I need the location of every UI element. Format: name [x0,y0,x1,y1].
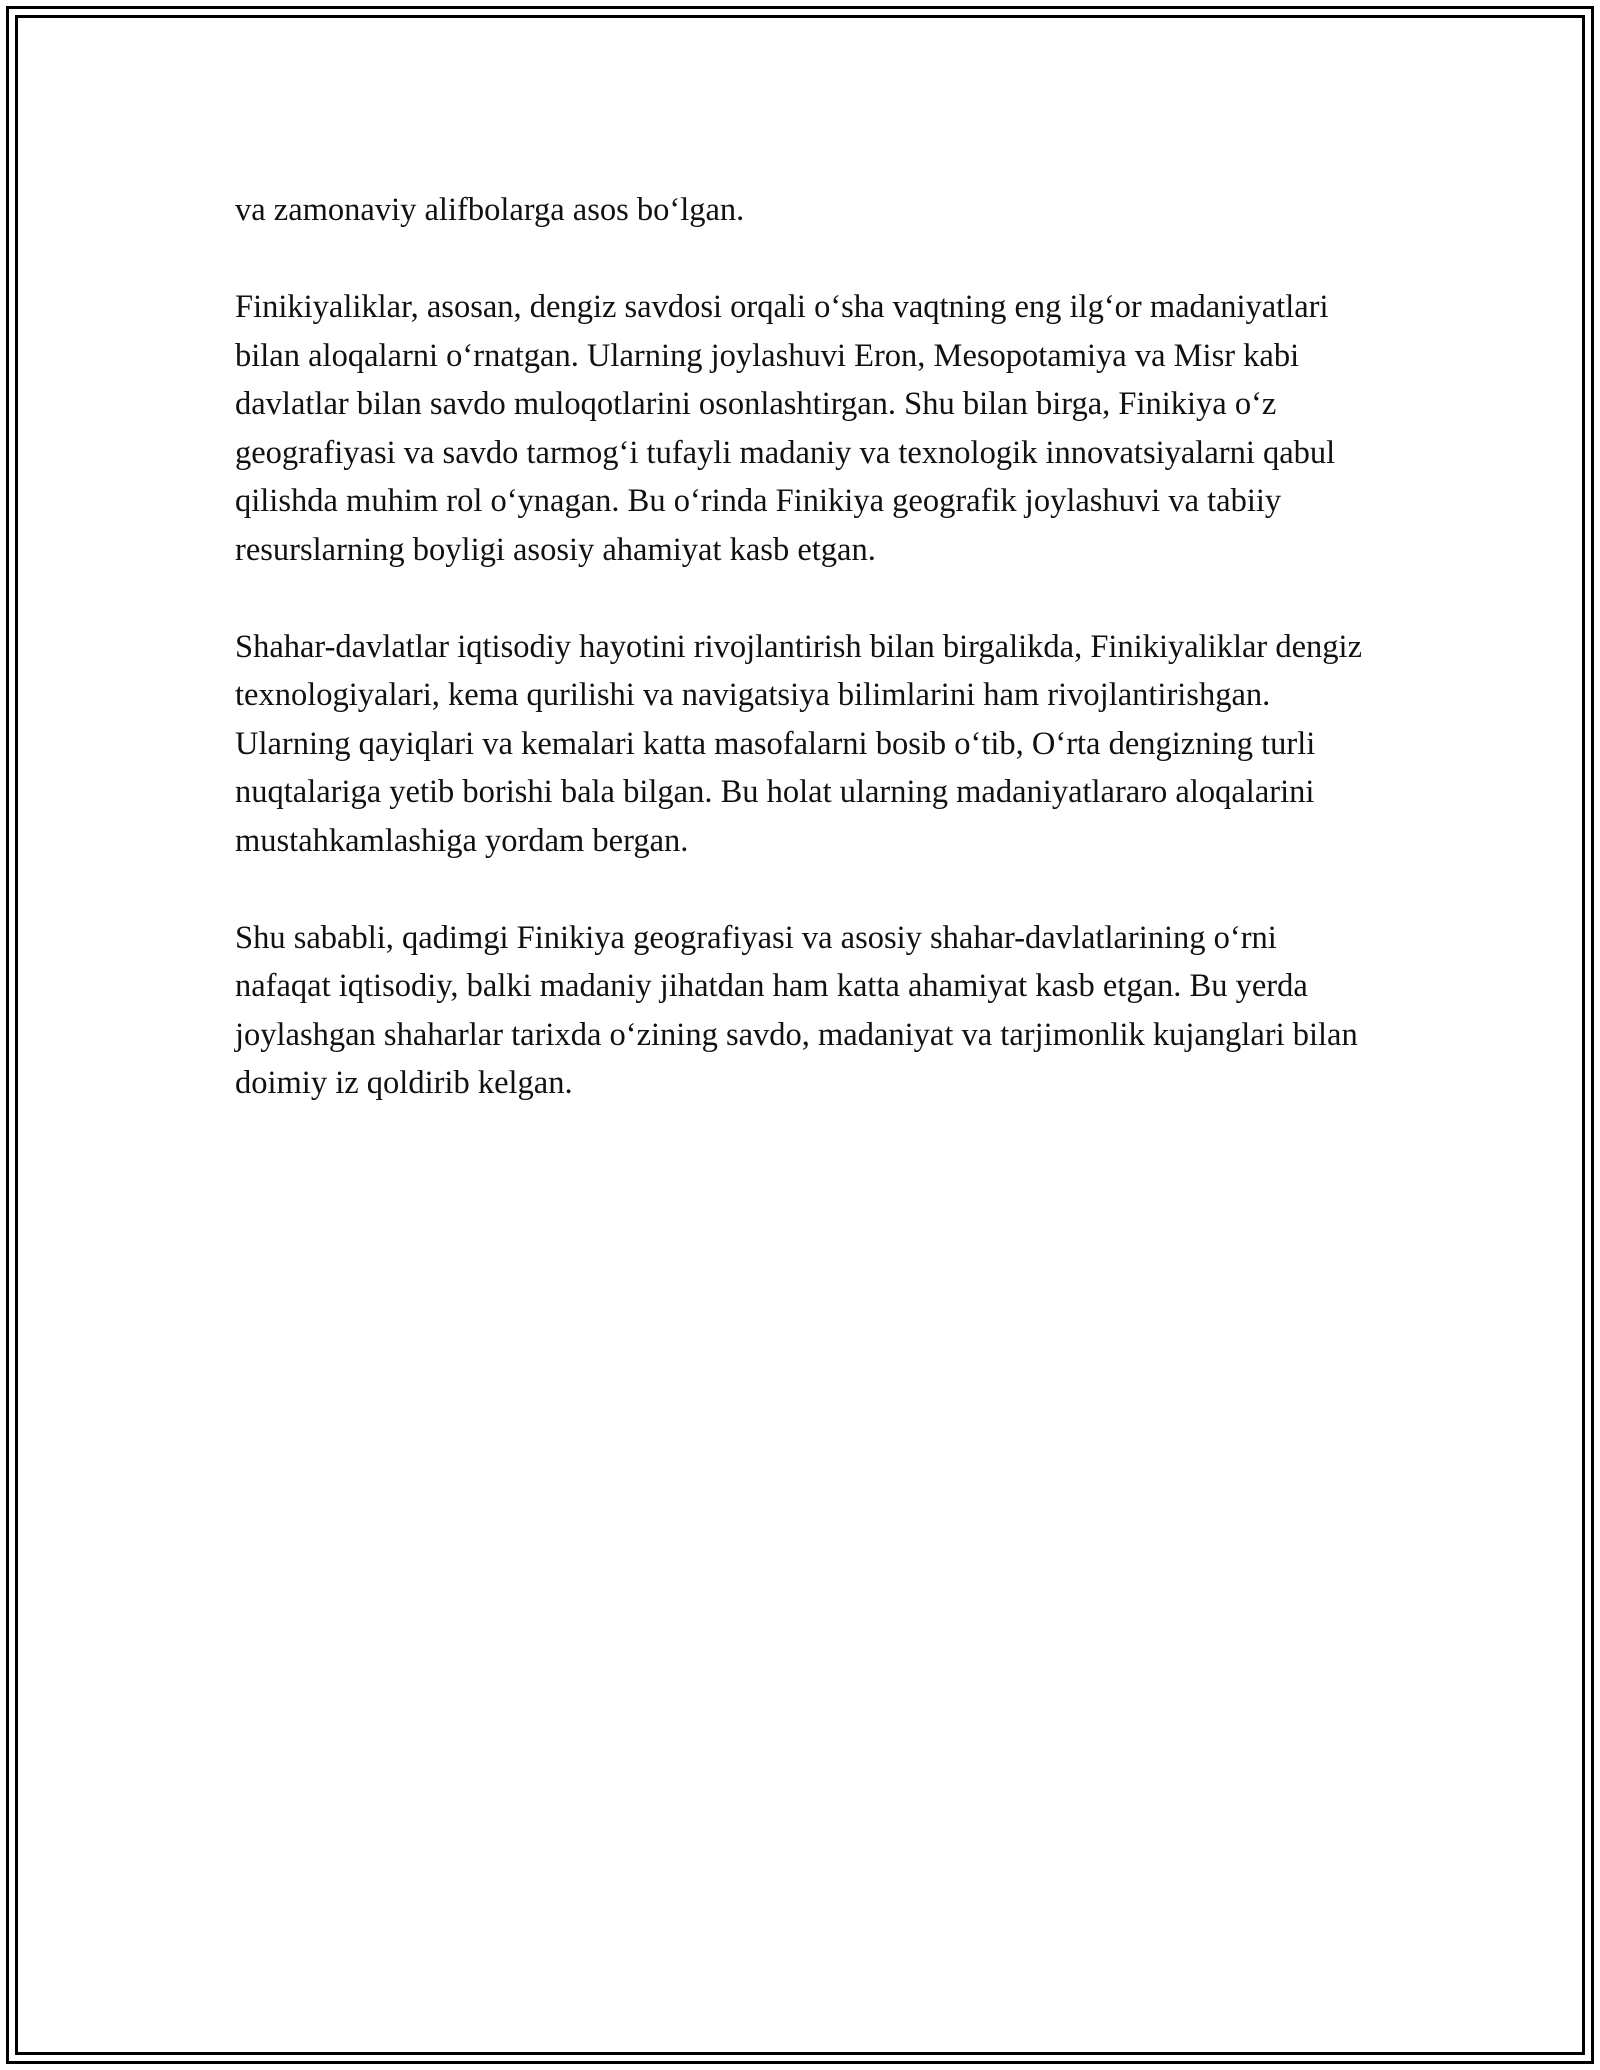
paragraph-3: Shahar-davlatlar iqtisodiy hayotini rivojlantirish bilan birgalikda, Finikiyaliklar dengiz texnologiyalari, kema qurilishi va navigatsiya bilimlarini ham rivojlantirishgan. Ularning qayiqlari va kemalari katta masofalarni bosib o‘tib, O‘rta dengizning turli nuqtalariga yetib borishi bala bilgan. Bu holat ularning madaniyatlararo aloqalarini mustahkamlashiga yordam bergan. [235,628,1362,859]
document-body [235,186,1375,1108]
paragraph-4: Shu sababli, qadimgi Finikiya geografiyasi va asosiy shahar-davlatlarining o‘rni nafaqat iqtisodiy, balki madaniy jihatdan ham katta ahamiyat kasb etgan. Bu yerda joylashgan shaharlar tarixda o‘zining savdo, madaniyat va tarjimonlik kujanglari bilan doimiy iz qoldirib kelgan. [235,919,1358,1101]
paragraph-2: Finikiyaliklar, asosan, dengiz savdosi orqali o‘sha vaqtning eng ilg‘or madaniyatlari bilan aloqalarni o‘rnatgan. Ularning joylashuvi Eron, Mesopotamiya va Misr kabi davlatlar bilan savdo muloqotlarini osonlashtirgan. Shu bilan birga, Finikiya o‘z geografiyasi va savdo tarmog‘i tufayli madaniy va texnologik innovatsiyalarni qabul qilishda muhim rol o‘ynagan. Bu o‘rinda Finikiya geografik joylashuvi va tabiiy resurslarning boyligi asosiy ahamiyat kasb etgan. [235,289,1336,568]
paragraph-1: va zamonaviy alifbolarga asos bo‘lgan. [235,192,745,228]
